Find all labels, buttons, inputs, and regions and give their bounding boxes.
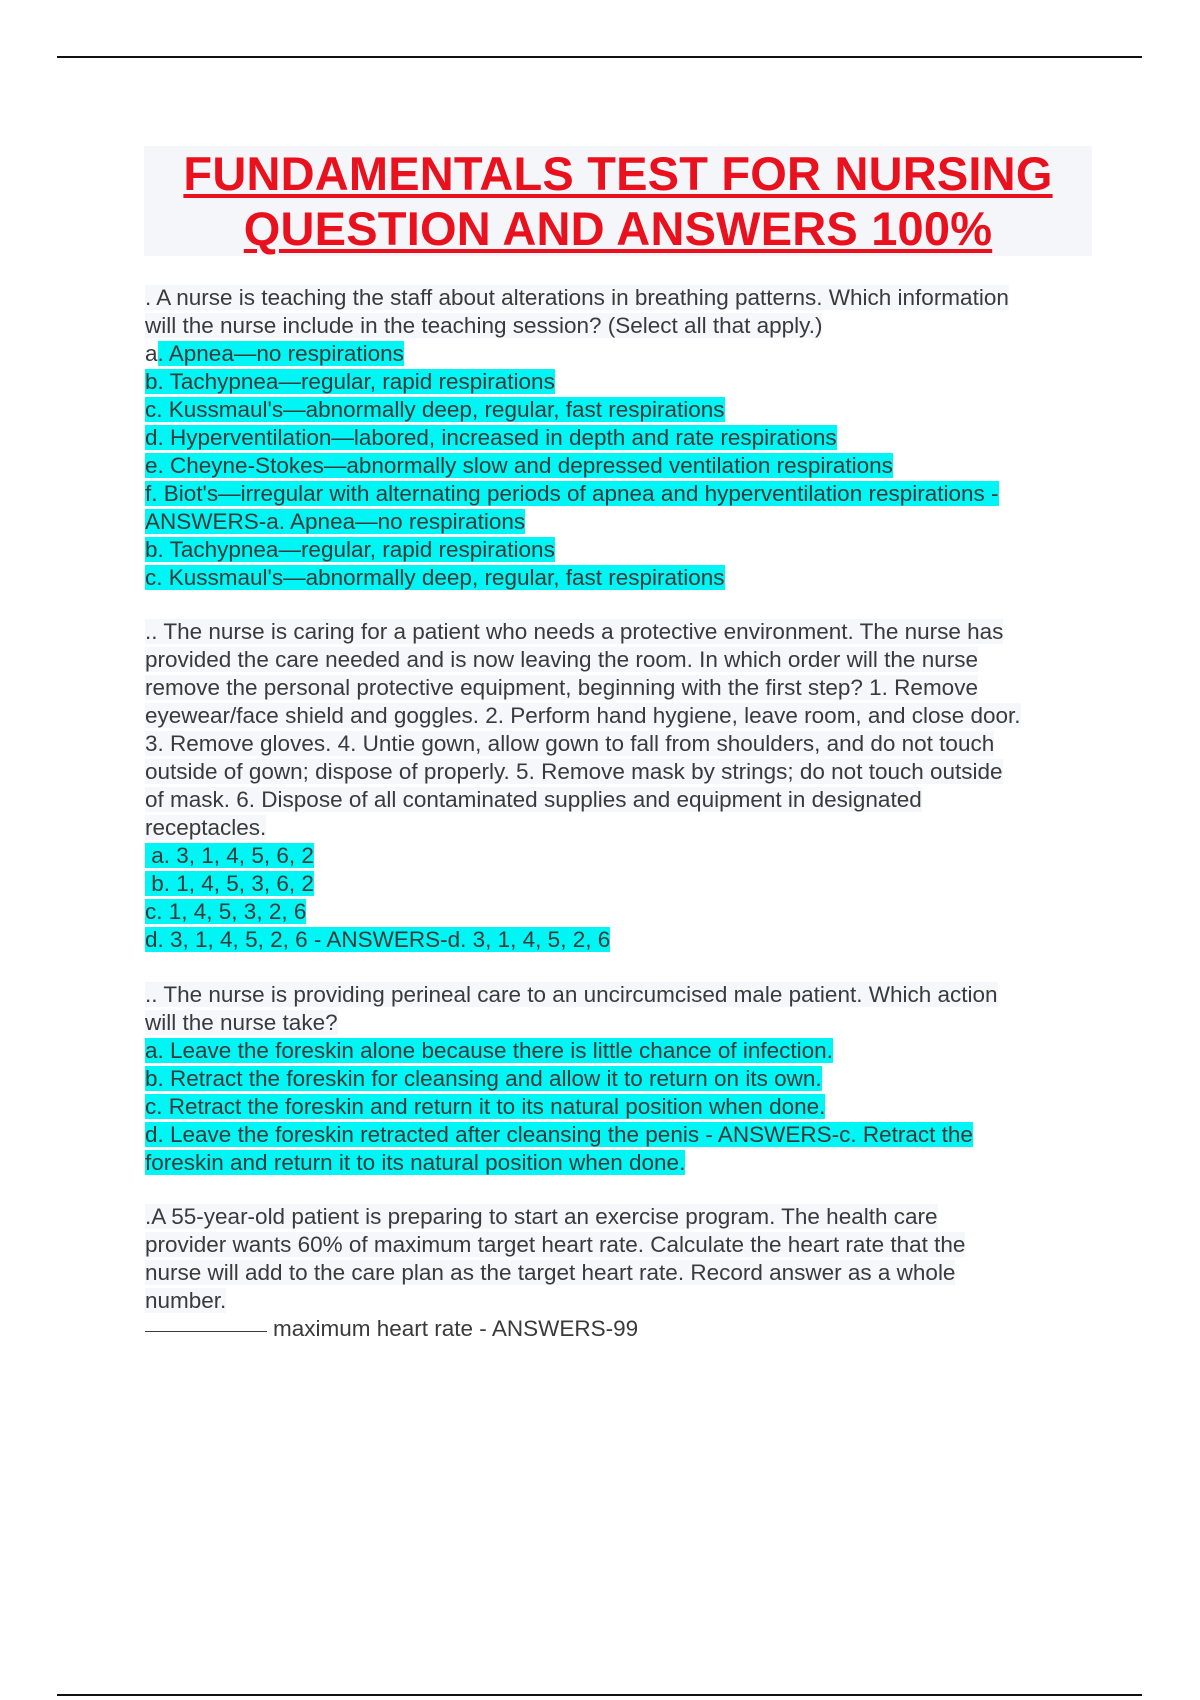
q1-option-e: e. Cheyne-Stokes—abnormally slow and depressed ventilation respirations bbox=[145, 453, 893, 478]
title-line-1: FUNDAMENTALS TEST FOR NURSING bbox=[183, 147, 1053, 200]
q3-stem-line-1: .. The nurse is providing perineal care to an uncircumcised male patient. Which action bbox=[145, 982, 998, 1007]
q3-stem-line-2: will the nurse take? bbox=[145, 1010, 338, 1035]
q2-stem-line-2: provided the care needed and is now leaving the room. In which order will the nurse bbox=[145, 647, 978, 672]
q1-option-c: c. Kussmaul's—abnormally deep, regular, fast respirations bbox=[145, 397, 725, 422]
q2-stem-line-7: of mask. 6. Dispose of all contaminated supplies and equipment in designated bbox=[145, 787, 922, 812]
bottom-rule bbox=[57, 1694, 1142, 1696]
q2-stem-line-1: .. The nurse is caring for a patient who needs a protective environment. The nurse has bbox=[145, 619, 1004, 644]
q2-option-d: d. 3, 1, 4, 5, 2, 6 - ANSWERS-d. 3, 1, 4, 5, 2, 6 bbox=[145, 927, 611, 952]
q4-answer: maximum heart rate - ANSWERS-99 bbox=[273, 1316, 639, 1341]
question-4 bbox=[145, 1203, 1090, 1343]
q4-stem-line-2: provider wants 60% of maximum target heart rate. Calculate the heart rate that the bbox=[145, 1232, 966, 1257]
q1-stem-line-1: . A nurse is teaching the staff about alterations in breathing patterns. Which information bbox=[145, 285, 1009, 310]
q2-stem-line-6: outside of gown; dispose of properly. 5. Remove mask by strings; do not touch outside bbox=[145, 759, 1003, 784]
q1-option-d: d. Hyperventilation—labored, increased in depth and rate respirations bbox=[145, 425, 837, 450]
document-title bbox=[144, 146, 1092, 256]
question-1 bbox=[145, 284, 1090, 592]
q2-option-c: c. 1, 4, 5, 3, 2, 6 bbox=[145, 899, 307, 924]
q2-stem-line-4: eyewear/face shield and goggles. 2. Perform hand hygiene, leave room, and close door. bbox=[145, 703, 1021, 728]
q2-stem-line-5: 3. Remove gloves. 4. Untie gown, allow gown to fall from shoulders, and do not touch bbox=[145, 731, 995, 756]
q3-option-c: c. Retract the foreskin and return it to its natural position when done. bbox=[145, 1094, 826, 1119]
question-2 bbox=[145, 618, 1090, 954]
q1-option-a: . Apnea—no respirations bbox=[157, 341, 404, 366]
q2-option-b: b. 1, 4, 5, 3, 6, 2 bbox=[145, 871, 314, 896]
question-3 bbox=[145, 981, 1090, 1177]
q1-answer-line-1: ANSWERS-a. Apnea—no respirations bbox=[145, 509, 526, 534]
q3-option-a: a. Leave the foreskin alone because there is little chance of infection. bbox=[145, 1038, 833, 1063]
q4-stem-line-1: .A 55-year-old patient is preparing to start an exercise program. The health care bbox=[145, 1204, 938, 1229]
q1-option-f: f. Biot's—irregular with alternating periods of apnea and hyperventilation respirations - bbox=[145, 481, 999, 506]
title-line-2: QUESTION AND ANSWERS 100% bbox=[243, 202, 993, 255]
q2-stem-line-8: receptacles. bbox=[145, 815, 267, 840]
q1-option-a-letter: a bbox=[145, 341, 158, 366]
q1-option-b: b. Tachypnea—regular, rapid respirations bbox=[145, 369, 555, 394]
q1-answer-line-3: c. Kussmaul's—abnormally deep, regular, fast respirations bbox=[145, 565, 725, 590]
q4-stem-line-4: number. bbox=[145, 1288, 227, 1313]
q1-stem-line-2: will the nurse include in the teaching session? (Select all that apply.) bbox=[145, 313, 823, 338]
q2-stem-line-3: remove the personal protective equipment, beginning with the first step? 1. Remove bbox=[145, 675, 978, 700]
top-rule bbox=[57, 56, 1142, 58]
q3-option-d-continued: foreskin and return it to its natural position when done. bbox=[145, 1150, 686, 1175]
q3-option-d: d. Leave the foreskin retracted after cleansing the penis - ANSWERS-c. Retract the bbox=[145, 1122, 973, 1147]
q2-option-a: a. 3, 1, 4, 5, 6, 2 bbox=[145, 843, 314, 868]
q4-stem-line-3: nurse will add to the care plan as the target heart rate. Record answer as a whole bbox=[145, 1260, 956, 1285]
q3-option-b: b. Retract the foreskin for cleansing and allow it to return on its own. bbox=[145, 1066, 822, 1091]
q1-answer-line-2: b. Tachypnea—regular, rapid respirations bbox=[145, 537, 555, 562]
answer-blank bbox=[145, 1331, 267, 1332]
